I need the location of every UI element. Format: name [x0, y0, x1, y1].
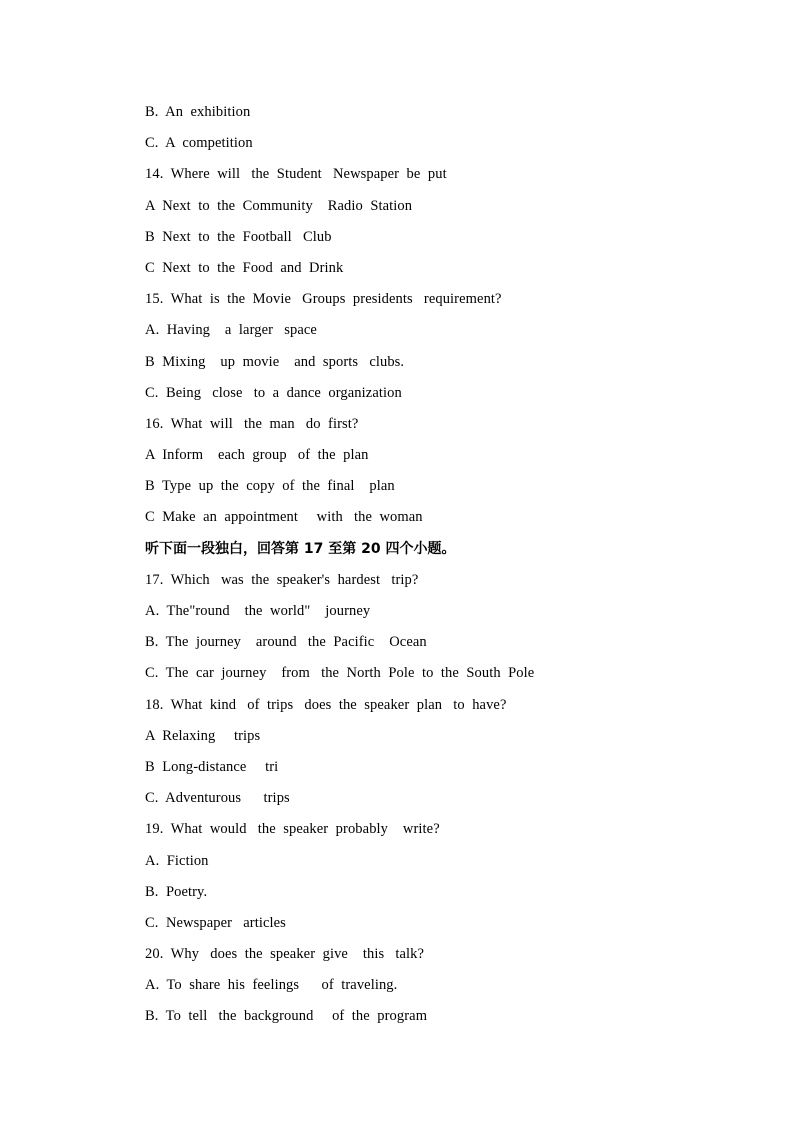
- question-line: 18. What kind of trips does the speaker plan to have?: [145, 696, 507, 713]
- option-line: C Make an appointment with the woman: [145, 509, 423, 526]
- option-line: C Next to the Food and Drink: [145, 259, 344, 276]
- option-line: A. Fiction: [145, 852, 209, 869]
- option-line: C. Adventurous trips: [145, 790, 290, 807]
- option-line: B. An exhibition: [145, 104, 251, 120]
- option-line: B. Poetry.: [145, 883, 208, 900]
- question-line: 14. Where will the Student Newspaper be put: [145, 166, 447, 183]
- option-line: B Long-distance tri: [145, 758, 279, 775]
- option-line: B Type up the copy of the final plan: [145, 478, 395, 495]
- option-line: A. Having a larger space: [145, 322, 317, 339]
- question-line: 20. Why does the speaker give this talk?: [145, 946, 425, 963]
- question-line: 15. What is the Movie Groups presidents requirement?: [145, 291, 502, 308]
- question-line: 16. What will the man do first?: [145, 415, 359, 432]
- listening-questions: [145, 101, 745, 1037]
- option-line: C. Being close to a dance organization: [145, 384, 402, 401]
- option-line: A. To share his feelings of traveling.: [145, 977, 398, 994]
- option-line: A Inform each group of the plan: [145, 447, 369, 464]
- option-line: C. The car journey from the North Pole to the South Pole: [145, 665, 535, 682]
- option-line: B. To tell the background of the program: [145, 1008, 428, 1025]
- question-line: 19. What would the speaker probably write?: [145, 821, 440, 838]
- option-line: B. The journey around the Pacific Ocean: [145, 634, 427, 651]
- option-line: C. A competition: [145, 135, 253, 152]
- option-line: A Next to the Community Radio Station: [145, 197, 413, 214]
- option-line: B Mixing up movie and sports clubs.: [145, 353, 405, 370]
- section-instruction: 听下面一段独白，回答第 17 至第 20 四个小题。: [145, 540, 456, 557]
- option-line: A Relaxing trips: [145, 727, 261, 744]
- option-line: A. The"round the world" journey: [145, 603, 371, 619]
- option-line: B Next to the Football Club: [145, 228, 332, 245]
- question-line: 17. Which was the speaker's hardest trip?: [145, 571, 419, 588]
- option-line: C. Newspaper articles: [145, 914, 286, 931]
